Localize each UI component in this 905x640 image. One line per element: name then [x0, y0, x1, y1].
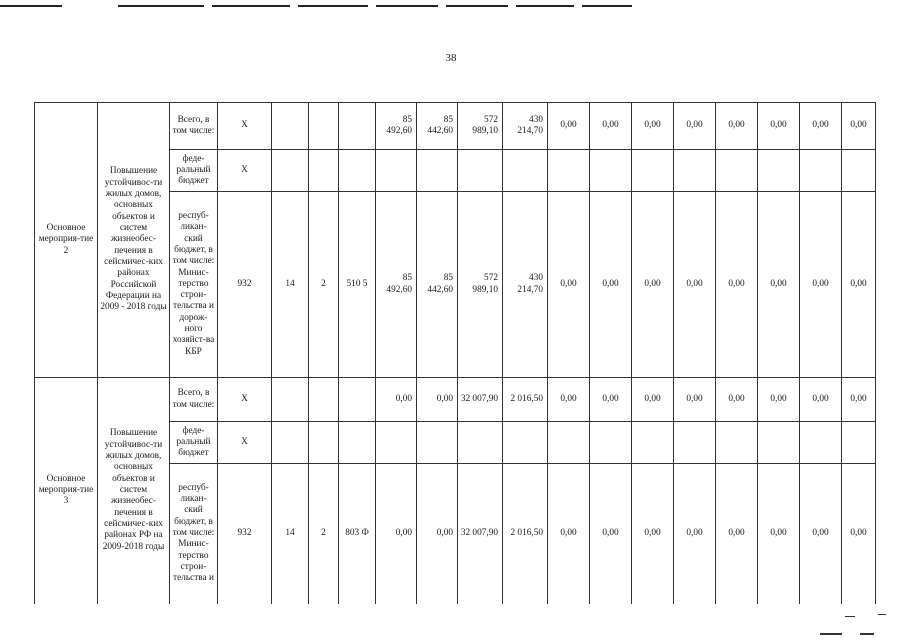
amount-cell: 0,00	[716, 464, 758, 604]
funding-source-cell: феде-ральный бюджет	[170, 422, 218, 464]
amount-cell: 0,00	[716, 103, 758, 150]
top-rule-8	[582, 5, 632, 7]
funding-source-cell: Всего, в том числе:	[170, 103, 218, 150]
amount-cell: 0,00	[674, 103, 716, 150]
amount-cell: 0,00	[800, 378, 842, 422]
amount-cell	[376, 150, 417, 192]
budget-table	[34, 102, 876, 604]
funding-source-cell: Всего, в том числе:	[170, 378, 218, 422]
funding-source-cell: респуб-ликан-ский бюджет, в том числе: Минис-терство строи-тельства и дорож-ного хозяйст-ва КБР	[170, 192, 218, 378]
amount-cell: 0,00	[800, 103, 842, 150]
amount-cell: 0,00	[758, 192, 800, 378]
pr-cell	[309, 422, 339, 464]
amount-cell: 0,00	[590, 464, 632, 604]
amount-cell	[800, 422, 842, 464]
amount-cell: 0,00	[590, 378, 632, 422]
grbs-cell: X	[218, 422, 272, 464]
amount-cell	[758, 150, 800, 192]
amount-cell: 0,00	[417, 378, 458, 422]
amount-cell	[632, 422, 674, 464]
pr-cell	[309, 378, 339, 422]
amount-cell: 32 007,90	[458, 378, 503, 422]
top-rule-2	[118, 5, 204, 7]
amount-cell: 85 492,60	[376, 103, 417, 150]
amount-cell	[632, 150, 674, 192]
top-rule-6	[446, 5, 508, 7]
amount-cell	[674, 150, 716, 192]
grbs-cell: 932	[218, 464, 272, 604]
amount-cell: 0,00	[800, 192, 842, 378]
amount-cell: 0,00	[800, 464, 842, 604]
pr-cell	[309, 150, 339, 192]
top-rule-7	[516, 5, 574, 7]
amount-cell: 0,00	[758, 103, 800, 150]
amount-cell	[800, 150, 842, 192]
amount-cell	[758, 422, 800, 464]
funding-source-cell: феде-ральный бюджет	[170, 150, 218, 192]
amount-cell: 0,00	[842, 103, 876, 150]
amount-cell	[417, 422, 458, 464]
amount-cell: 0,00	[548, 378, 590, 422]
amount-cell: 0,00	[758, 378, 800, 422]
table-row	[35, 378, 876, 422]
amount-cell: 0,00	[632, 464, 674, 604]
page-number: 38	[445, 52, 457, 64]
grbs-cell: X	[218, 103, 272, 150]
top-rule-4	[298, 5, 368, 7]
corner-mark	[820, 633, 842, 635]
amount-cell: 0,00	[376, 464, 417, 604]
amount-cell: 0,00	[548, 192, 590, 378]
grbs-cell: X	[218, 150, 272, 192]
amount-cell	[503, 150, 548, 192]
rz-cell: 14	[272, 192, 309, 378]
amount-cell: 0,00	[548, 103, 590, 150]
pr-cell: 2	[309, 464, 339, 604]
event-description-cell: Повышение устойчивос-ти жилых домов, основных объектов и систем жизнеобес-печения в сейсмичес-ких районах РФ на 2009-2018 годы	[98, 378, 170, 604]
amount-cell: 85 492,60	[376, 192, 417, 378]
event-description-cell: Повышение устойчивос-ти жилых домов, основных объектов и систем жизнеобес-печения в сейсмичес-ких районах Российской Федерации на 2009 - 2018 годы	[98, 103, 170, 378]
corner-mark	[860, 633, 874, 635]
amount-cell: 0,00	[842, 464, 876, 604]
table-row	[35, 103, 876, 150]
csr-cell	[339, 378, 376, 422]
amount-cell	[417, 150, 458, 192]
amount-cell: 572 989,10	[458, 103, 503, 150]
rz-cell	[272, 150, 309, 192]
amount-cell	[503, 422, 548, 464]
amount-cell	[842, 150, 876, 192]
pr-cell	[309, 103, 339, 150]
amount-cell: 85 442,60	[417, 192, 458, 378]
funding-source-cell: респуб-ликан-ский бюджет, в том числе: Минис-терство строи-тельства и	[170, 464, 218, 604]
rz-cell	[272, 378, 309, 422]
amount-cell: 0,00	[632, 103, 674, 150]
amount-cell	[548, 422, 590, 464]
amount-cell	[548, 150, 590, 192]
amount-cell: 430 214,70	[503, 192, 548, 378]
amount-cell: 572 989,10	[458, 192, 503, 378]
amount-cell: 0,00	[548, 464, 590, 604]
corner-mark	[878, 614, 886, 615]
csr-cell: 510 5	[339, 192, 376, 378]
event-name-cell: Основное мероприя-тие 2	[35, 103, 98, 378]
rz-cell: 14	[272, 464, 309, 604]
top-rule-3	[212, 5, 290, 7]
amount-cell: 0,00	[674, 192, 716, 378]
grbs-cell: 932	[218, 192, 272, 378]
amount-cell	[716, 150, 758, 192]
amount-cell: 0,00	[674, 464, 716, 604]
amount-cell: 85 442,60	[417, 103, 458, 150]
top-rule-5	[376, 5, 438, 7]
amount-cell: 0,00	[842, 378, 876, 422]
rz-cell	[272, 103, 309, 150]
amount-cell: 0,00	[590, 192, 632, 378]
csr-cell	[339, 422, 376, 464]
csr-cell	[339, 103, 376, 150]
amount-cell	[376, 422, 417, 464]
pr-cell: 2	[309, 192, 339, 378]
amount-cell: 32 007,90	[458, 464, 503, 604]
top-rule-1	[0, 5, 62, 7]
amount-cell	[716, 422, 758, 464]
amount-cell: 2 016,50	[503, 464, 548, 604]
amount-cell: 0,00	[632, 192, 674, 378]
amount-cell	[842, 422, 876, 464]
amount-cell: 0,00	[674, 378, 716, 422]
amount-cell: 0,00	[417, 464, 458, 604]
amount-cell: 0,00	[842, 192, 876, 378]
amount-cell	[590, 422, 632, 464]
amount-cell: 430 214,70	[503, 103, 548, 150]
amount-cell	[458, 422, 503, 464]
event-name-cell: Основное мероприя-тие 3	[35, 378, 98, 604]
amount-cell: 0,00	[376, 378, 417, 422]
corner-mark	[845, 616, 855, 617]
amount-cell	[674, 422, 716, 464]
amount-cell: 0,00	[716, 378, 758, 422]
amount-cell: 0,00	[590, 103, 632, 150]
amount-cell: 0,00	[632, 378, 674, 422]
grbs-cell: X	[218, 378, 272, 422]
csr-cell: 803 Ф	[339, 464, 376, 604]
amount-cell	[590, 150, 632, 192]
amount-cell: 0,00	[716, 192, 758, 378]
rz-cell	[272, 422, 309, 464]
amount-cell: 0,00	[758, 464, 800, 604]
amount-cell: 2 016,50	[503, 378, 548, 422]
amount-cell	[458, 150, 503, 192]
csr-cell	[339, 150, 376, 192]
